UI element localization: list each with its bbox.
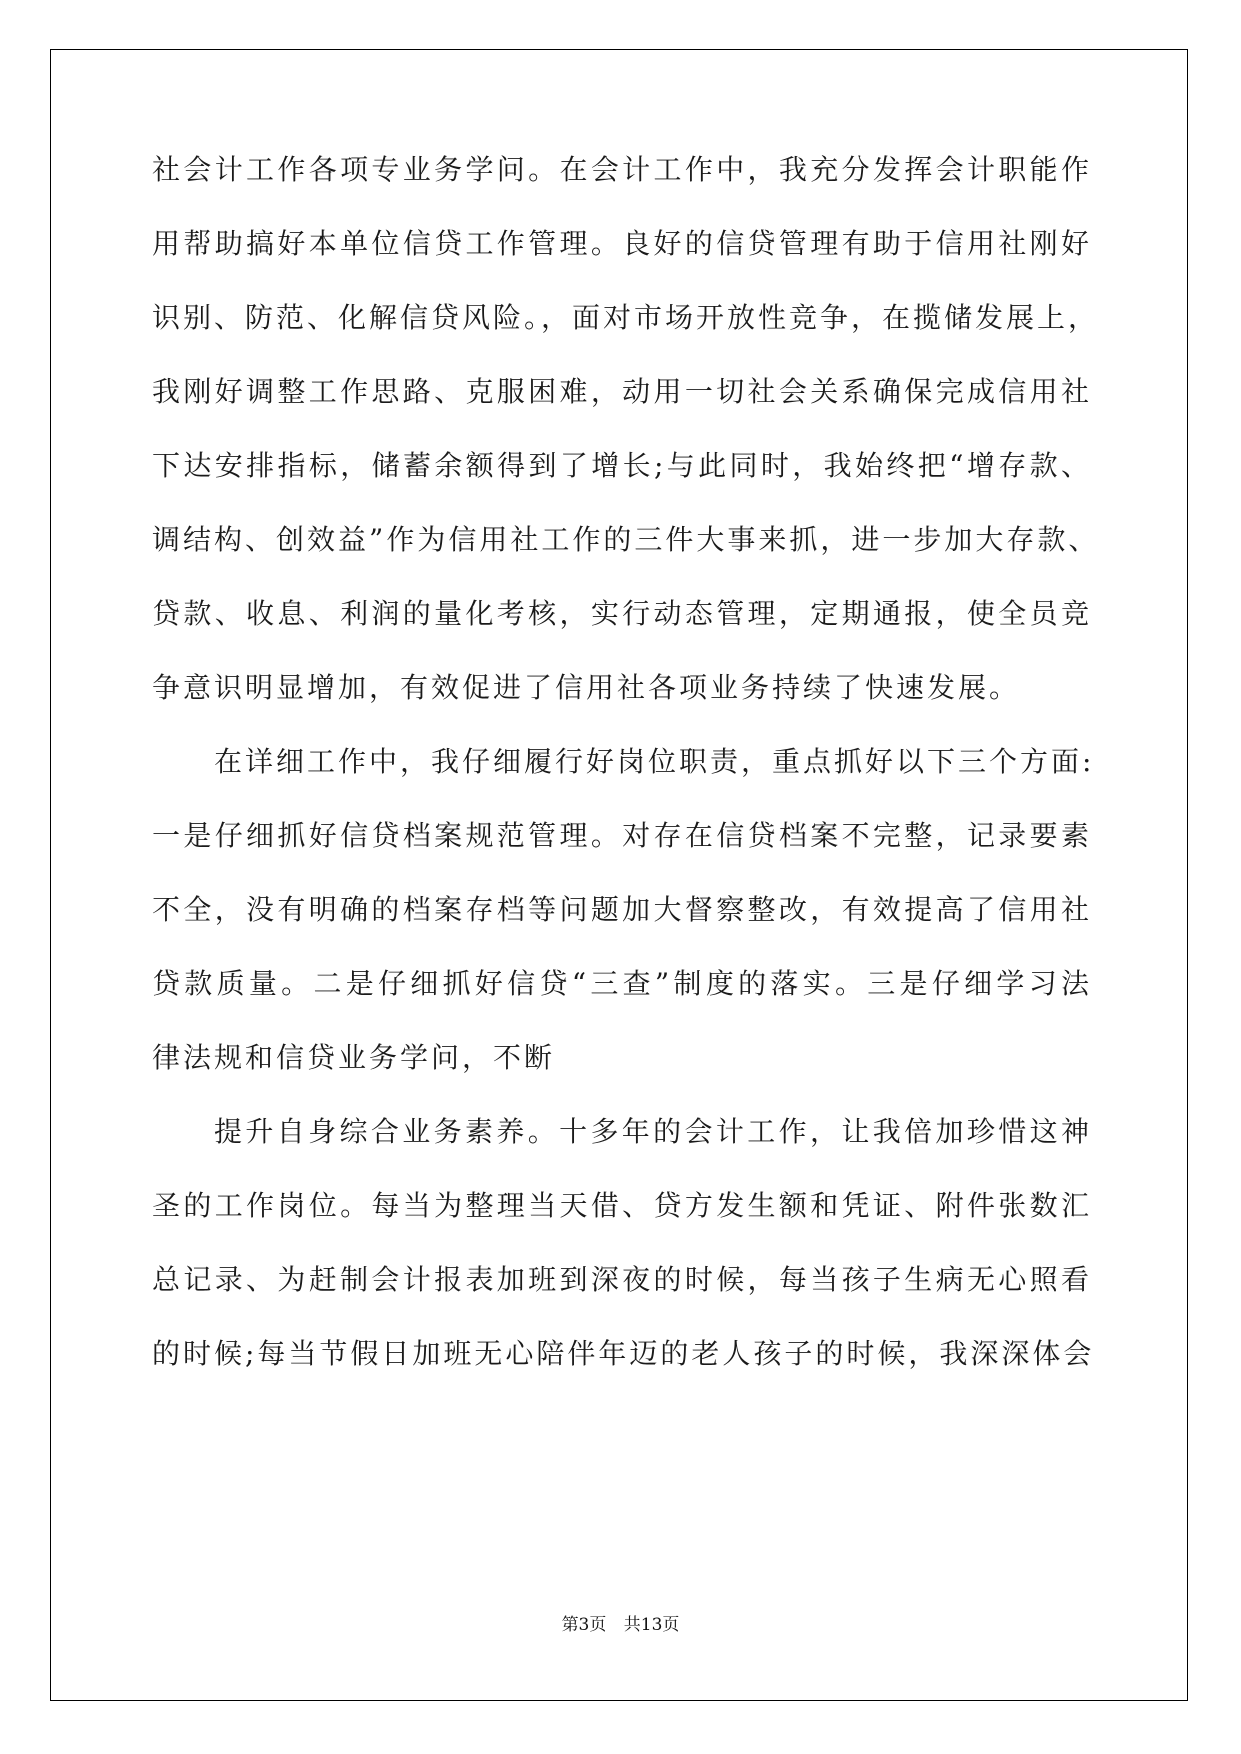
text-line-15: 圣的工作岗位。每当为整理当天借、贷方发生额和凭证、附件张数汇: [152, 1189, 1092, 1222]
text-line-16: 总记录、为赶制会计报表加班到深夜的时候，每当孩子生病无心照看: [152, 1263, 1092, 1296]
text-line-3: 识别、防范、化解信贷风险。，面对市场开放性竞争，在揽储发展上，: [152, 301, 1100, 334]
text-line-4: 我刚好调整工作思路、克服困难，动用一切社会关系确保完成信用社: [152, 375, 1092, 408]
text-line-5: 下达安排指标，储蓄余额得到了增长;与此同时，我始终把“增存款、: [152, 449, 1092, 482]
page-total: 共13页: [623, 1615, 680, 1635]
text-line-8: 争意识明显增加，有效促进了信用社各项业务持续了快速发展。: [152, 671, 1021, 704]
text-line-10: 一是仔细抓好信贷档案规范管理。对存在信贷档案不完整，记录要素: [152, 819, 1092, 852]
text-line-12: 贷款质量。二是仔细抓好信贷“三查”制度的落实。三是仔细学习法: [152, 967, 1092, 1000]
text-line-17: 的时候;每当节假日加班无心陪伴年迈的老人孩子的时候，我深深体会: [152, 1337, 1095, 1370]
text-line-2: 用帮助搞好本单位信贷工作管理。良好的信贷管理有助于信用社刚好: [152, 227, 1092, 260]
page-border: [50, 49, 1188, 1701]
page-footer: [0, 1614, 1241, 1636]
page-number: 第3页: [561, 1615, 607, 1635]
text-line-9: 在详细工作中，我仔细履行好岗位职责，重点抓好以下三个方面:: [214, 745, 1095, 778]
text-line-13: 律法规和信贷业务学问，不断: [152, 1041, 556, 1074]
text-line-7: 贷款、收息、利润的量化考核，实行动态管理，定期通报，使全员竞: [152, 597, 1092, 630]
text-line-14: 提升自身综合业务素养。十多年的会计工作，让我倍加珍惜这神: [214, 1115, 1092, 1148]
text-line-11: 不全，没有明确的档案存档等问题加大督察整改，有效提高了信用社: [152, 893, 1092, 926]
text-line-1: 社会计工作各项专业务学问。在会计工作中，我充分发挥会计职能作: [152, 153, 1092, 186]
text-line-6: 调结构、创效益”作为信用社工作的三件大事来抓，进一步加大存款、: [152, 523, 1100, 556]
